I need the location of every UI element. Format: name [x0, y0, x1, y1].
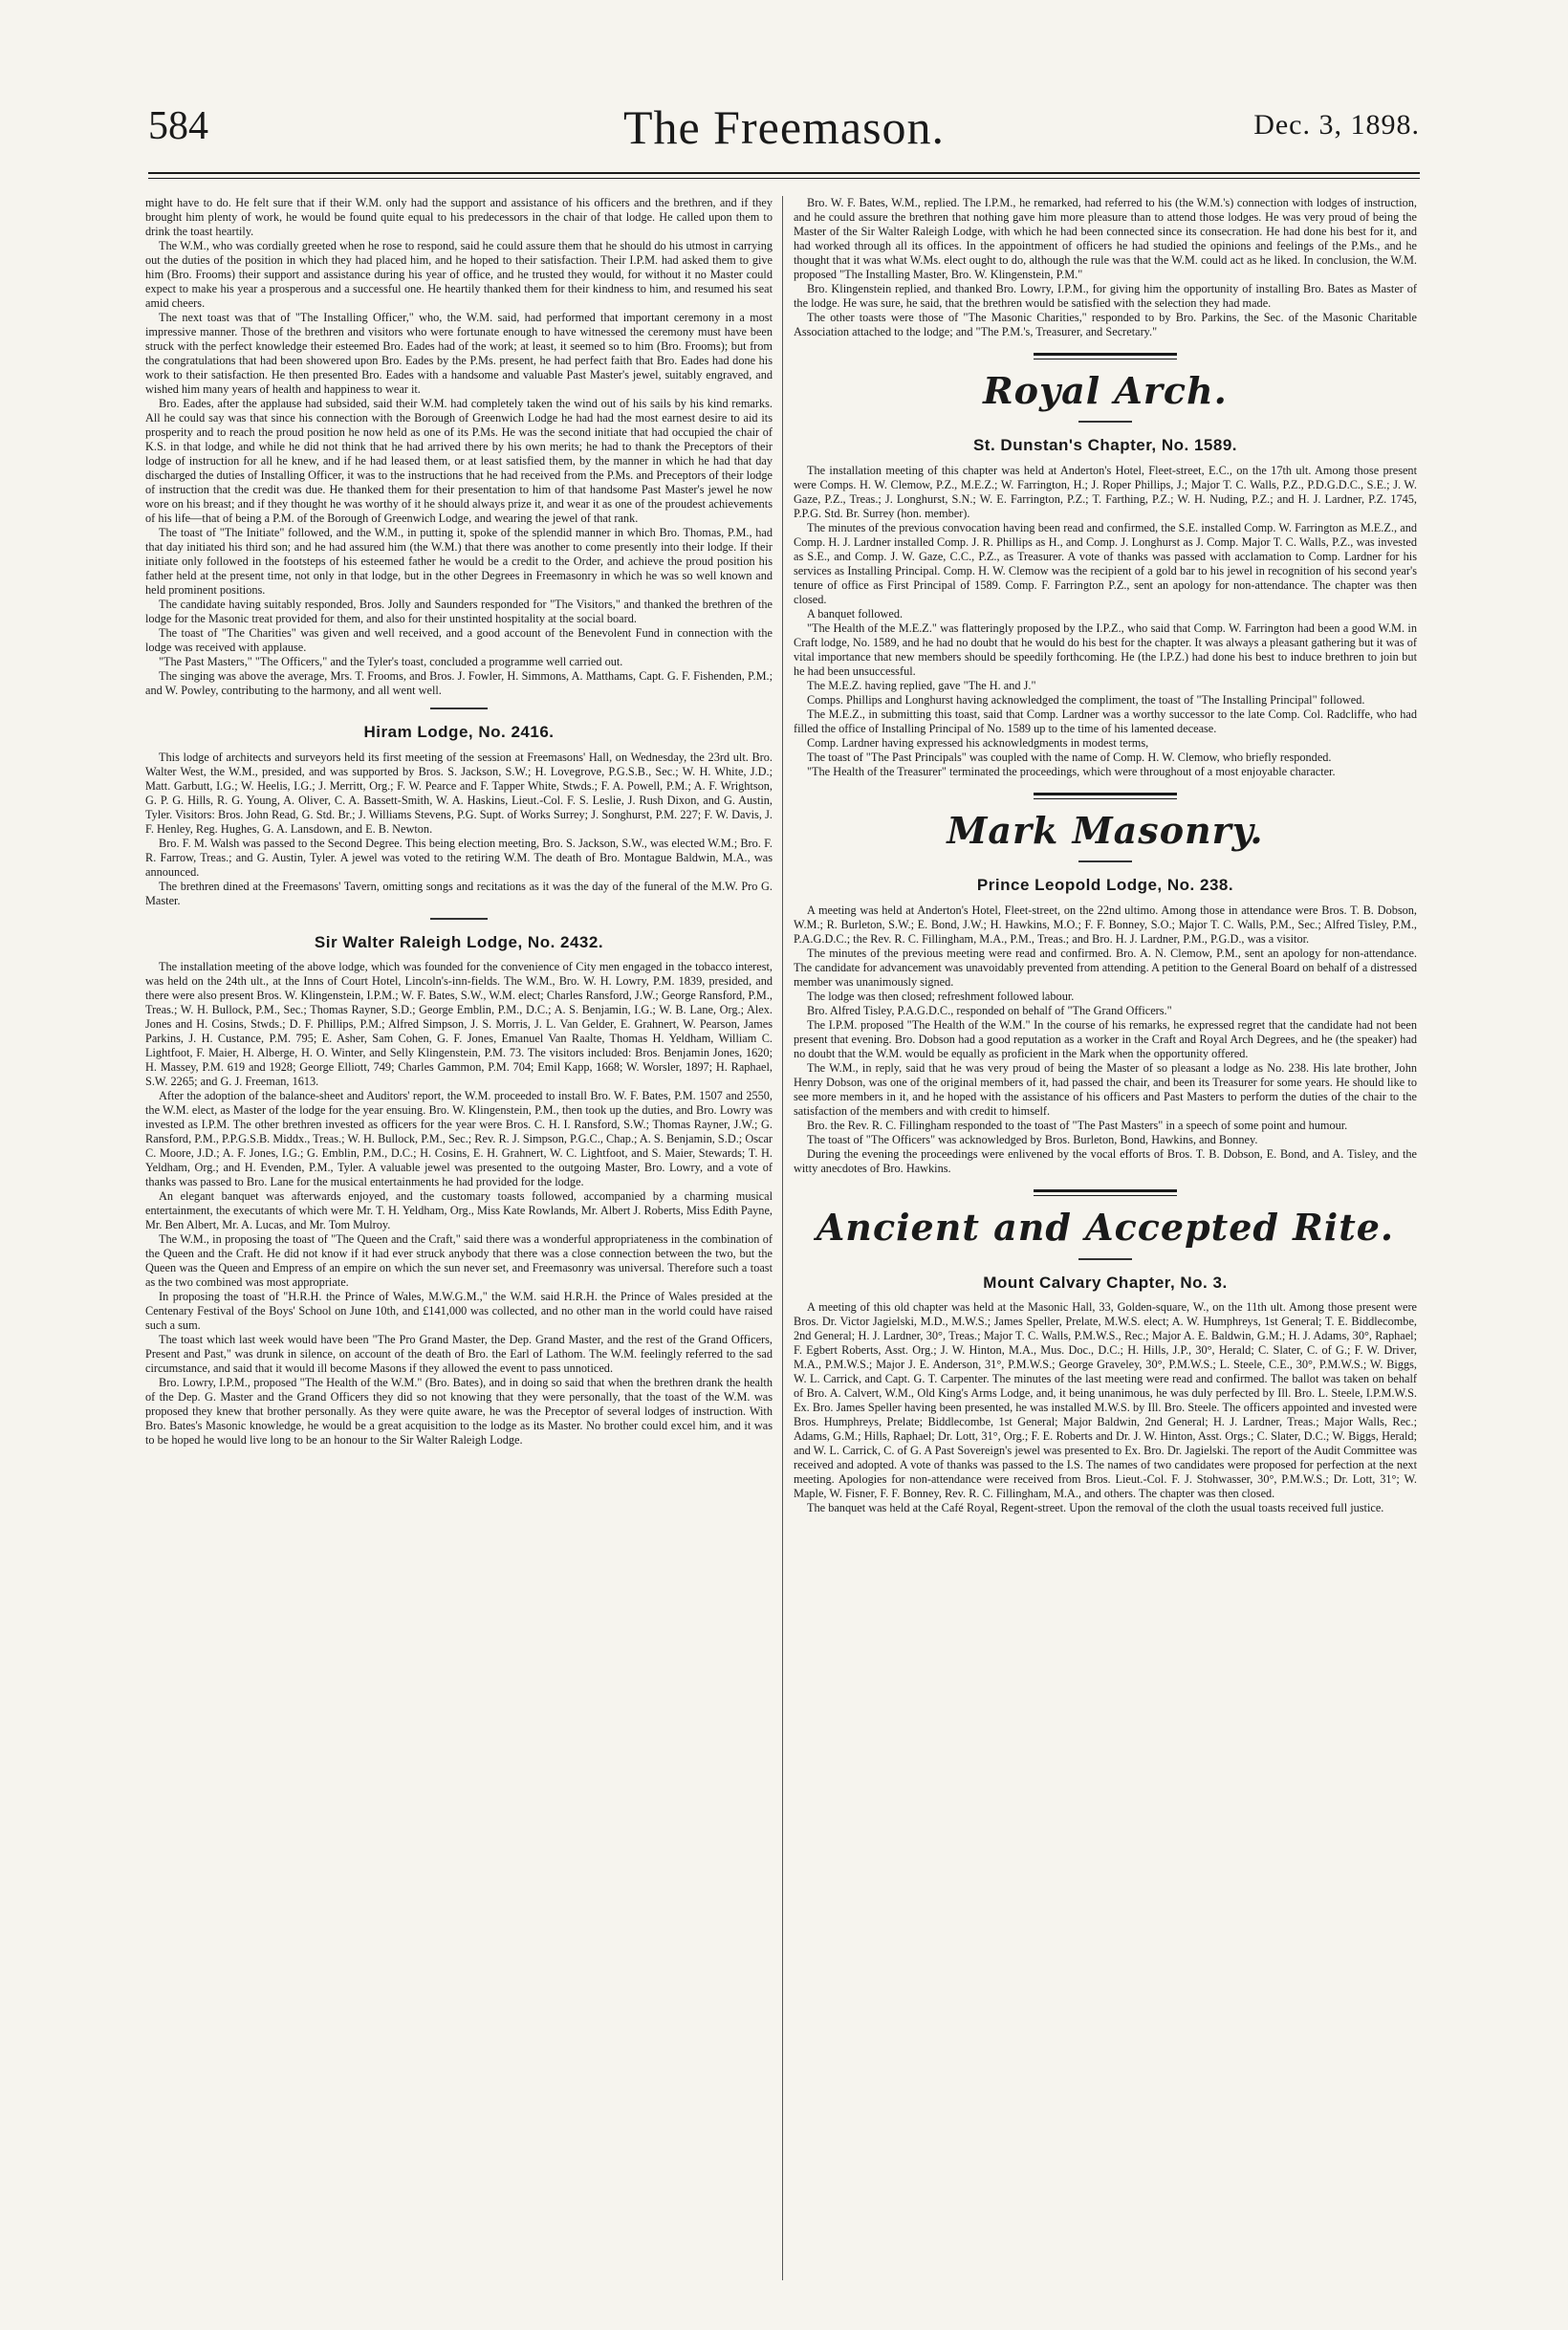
newspaper-title: The Freemason.: [622, 100, 946, 154]
paragraph: The toast of "The Past Principals" was coupled with the name of Comp. H. W. Clemow, who briefly responded.: [807, 751, 1332, 765]
paragraph: A meeting was held at Anderton's Hotel, Fleet-street, on the 22nd ultimo. Among those in attendance were Bros. T. B. Dobson, W.M.; R. Burleton, S.W.; E. Bond, J.W.; H. Hawkins, M.O.; F. F. Bonney, S.O.; Major T. C. Walls, P.M., Sec.; Alfred Tisley, P.M., P.A.G.D.C.; the Rev. R. C. Fillingham, M.A., P.M., Treas.; and Bro. H. J. Lardner, P.M., P.G.D., was a visitor.: [794, 904, 1417, 947]
paragraph: Bro. W. F. Bates, W.M., replied. The I.P.M., he remarked, had referred to his (the W.M.'s) connection with lodges of instruction, and he could assure the brethren that nothing gave him more pleasure than to attend those lodges. He was very proud of being the Master of the Sir Walter Raleigh Lodge, with which he had been connected since its consecration. He had done his best for it, and had worked through all its offices. In the appointment of officers he had studied the opinions and feelings of the P.Ms., and he thought that it was what W.Ms. elect ought to do, although the rule was that the W.M. could act as he liked. In conclusion, the W.M. proposed "The Installing Master, Bro. W. Klingenstein, P.M.": [794, 196, 1417, 281]
paragraph: The singing was above the average, Mrs. T. Frooms, and Bros. J. Fowler, H. Simmons, A. Matthams, Capt. G. F. Fishenden, P.M.; and W. Powley, contributing to the harmony, and all went well.: [145, 669, 773, 697]
paragraph: Bro. Lowry, I.P.M., proposed "The Health of the W.M." (Bro. Bates), and in doing so said that when the brethren drank the health of the Dep. G. Master and the Grand Officers they did so not knowing that they were personally, that the toast of the W.M. was proposed they knew that brother personally. As they were quite aware, he was the Preceptor of several lodges of instruction. With Bro. Bates's Masonic knowledge, he would be a great acquisition to the lodge as its Master. No brother could excel him, and it was to be hoped he would live long to be an honour to the Sir Walter Raleigh Lodge.: [145, 1376, 773, 1448]
hiram-lodge-report: [145, 751, 773, 908]
paragraph: Comp. Lardner having expressed his acknowledgments in modest terms,: [807, 736, 1149, 751]
paragraph: The other toasts were those of "The Masonic Charities," responded to by Bro. Parkins, the Sec. of the Masonic Charitable Association attached to the lodge; and "The P.M.'s, Treasurer, and Secretary.": [794, 311, 1417, 338]
section-divider: [430, 918, 488, 920]
paragraph: After the adoption of the balance-sheet and Auditors' report, the W.M. proceeded to install Bro. W. F. Bates, P.M. 1507 and 2550, the W.M. elect, as Master of the lodge for the year ensuing. Bro. W. Klingenstein, P.M., then took up the duties, and Bro. Lowry was invested as I.P.M. The other brethren invested as officers for the year were Bros. C. H. I. Ransford, S.W.; Thomas Rayner, J.W.; G. Ransford, P.M., P.P.G.S.B. Middx., Treas.; W. H. Bullock, P.M., Sec.; Rev. R. J. Simpson, P.G.C., Chap.; A. S. Benjamin, S.D.; Oscar C. Moore, J.D.; A. F. Jones, I.G.; G. Emblin, P.M., D.C.; H. Cosins, E. H. Grahnert, W. C. Lightfoot, and S. Maier, Stewards; T. H. Yeldham, Org.; and H. Evenden, P.M., Tyler. A valuable jewel was presented to the outgoing Master, Bro. Lowry, and a vote of thanks was passed to Bro. Lane for the musical entertainments he had provided for the lodge.: [145, 1089, 773, 1189]
page-number: 584: [148, 104, 208, 148]
paragraph: An elegant banquet was afterwards enjoyed, and the customary toasts followed, accompanied by a charming musical entertainment, the executants of which were Mr. T. H. Yeldham, Org., Miss Kate Rowlands, Mr. Albert J. Roberts, Miss Edith Payne, Mr. Ben Albert, Mr. A. Lucas, and Mr. Tom Mulroy.: [145, 1189, 773, 1232]
paragraph: During the evening the proceedings were enlivened by the vocal efforts of Bros. T. B. Dobson, E. Bond, and A. Tisley, and the witty anecdotes of Bro. Hawkins.: [794, 1147, 1417, 1176]
prince-leopold-lodge-report: [794, 904, 1417, 1176]
ancient-accepted-rite-title: Ancient and Accepted Rite.: [816, 1206, 1395, 1250]
right-column: [794, 196, 1417, 2295]
column-divider: [782, 196, 783, 2280]
raleigh-lodge-report-continued: [794, 196, 1417, 339]
paragraph: This lodge of architects and surveyors held its first meeting of the session at Freemasons' Hall, on Wednesday, the 23rd ult. Bro. Walter West, the W.M., presided, and was supported by Bros. S. Jackson, S.W.; H. Lovegrove, P.G.S.B., Sec.; W. H. White, J.D.; Matt. Garbutt, I.G.; W. Heelis, I.G.; J. Merritt, Org.; F. W. Pearce and F. Tapper White, Stwds.; F. A. Powell, P.M.; A. F. Wrightson, G. P. G. Hills, R. G. Young, A. Oliver, C. A. Bassett-Smith, W. A. Haskins, Lieut.-Col. F. S. Leslie, J. Rush Dixon, and G. Austin, Tyler. Visitors: Bros. John Read, G. Std. Br.; J. Williams Stevens, P.G. Supt. of Works Surrey; J. Songhurst, P.M. 227; F. W. Davis, J. F. Henley, Reg. Hughes, G. A. Lansdown, and E. B. Newton.: [145, 750, 773, 836]
paragraph: The minutes of the previous meeting were read and confirmed. Bro. A. N. Clemow, P.M., sent an apology for non-attendance. The candidate for advancement was unavoidably prevented from attending. A petition to the General Board on behalf of a distressed member was unanimously signed.: [794, 947, 1417, 990]
paragraph: The banquet was held at the Café Royal, Regent-street. Upon the removal of the cloth the usual toasts received full justice.: [807, 1501, 1384, 1515]
paragraph: Bro. Alfred Tisley, P.A.G.D.C., responded on behalf of "The Grand Officers.": [807, 1004, 1172, 1018]
paragraph: "The Past Masters," "The Officers," and the Tyler's toast, concluded a programme well carried out.: [159, 655, 623, 668]
royal-arch-title: Royal Arch.: [983, 369, 1228, 412]
paragraph: The W.M., in reply, said that he was very proud of being the Master of so pleasant a lodge as No. 238. His late brother, John Henry Dobson, was one of the original members of it, had passed the chair, and been its Treasurer for some years. He should like to see more members in it, and he hoped with the assistance of his officers and Past Masters to perform the duties of the chair to the satisfaction of the members and with credit to himself.: [794, 1061, 1417, 1119]
paragraph: In proposing the toast of "H.R.H. the Prince of Wales, M.W.G.M.," the W.M. said H.R.H. the Prince of Wales presided at the Centenary Festival of the Boys' School on June 10th, and £141,000 was collected, and no other man in the world could have raised such a sum.: [145, 1290, 773, 1333]
paragraph: The toast which last week would have been "The Pro Grand Master, the Dep. Grand Master, and the rest of the Grand Officers, Present and Past," was drunk in silence, on account of the death of Bro. the Earl of Lathom. The W.M. feelingly referred to the sad circumstance, and said that it would ill become Masons if they allowed the event to pass unnoticed.: [145, 1333, 773, 1376]
section-divider: [430, 708, 488, 709]
paragraph: Comps. Phillips and Longhurst having acknowledged the compliment, the toast of "The Installing Principal" followed.: [807, 693, 1365, 708]
paragraph: A banquet followed.: [807, 607, 904, 621]
paragraph: The next toast was that of "The Installing Officer," who, the W.M. said, had performed that important ceremony in a most impressive manner. Those of the brethren and visitors who were fortunate enough to have witnessed the ceremony must have been struck with the perfect knowledge their esteemed Bro. Eades had of the work; at least, it seemed so to him (Bro. Frooms); but from the congratulations that had been showered upon Bro. Eades by the P.Ms. present, he had perfect faith that Bro. Eades had done his work to their satisfaction. He then presented Bro. Eades with a handsome and valuable Past Master's jewel, suitably engraved, and wished him many years of health and happiness to wear it.: [145, 311, 773, 396]
paragraph: Bro. Eades, after the applause had subsided, said their W.M. had completely taken the wind out of his sails by his kind remarks. All he could say was that since his connection with the Borough of Greenwich Lodge he had had the most earnest desire to aid its prosperity and to reach the proud position he now held as one of its P.Ms. He was the second initiate that had occupied the chair of K.S. in that lodge, and while he did not think that he had arrived there by his own merits; he had to thank the Preceptors of their lodge of instruction for all he knew, and if he had leased them, or at least satisfied them, by the manner in which he had that day discharged the duties of Installing Officer, it was to the instructions that he had received from the P.Ms. and Preceptors of their lodge of instruction that the credit was due. He thanked them for their presentation to him of that handsome Past Master's jewel he now wore on his breast; and if they thought he was worthy of it he should always prize it, and wear it as one of the proudest achievements of his life—that of being a P.M. of the Borough of Greenwich Lodge, and wearing the jewel of that rank.: [145, 397, 773, 525]
paragraph: "The Health of the M.E.Z." was flatteringly proposed by the I.P.Z., who said that Comp. W. Farrington had been a good W.M. in Craft lodge, No. 1589, and he had no doubt that he would do his best for the chapter. It was always a pleasant gathering but it was of vital importance that new members should be speedily forthcoming. He (the I.P.Z.) had done his best to induce brethren to join but he had been unsuccessful.: [794, 621, 1417, 679]
section-rules: [1034, 793, 1177, 799]
prince-leopold-lodge-heading: Prince Leopold Lodge, No. 238.: [976, 876, 1234, 895]
paragraph: The lodge was then closed; refreshment followed labour.: [807, 990, 1075, 1004]
borough-greenwich-report: [145, 196, 773, 698]
left-column: [145, 196, 773, 2295]
paragraph: Bro. Klingenstein replied, and thanked Bro. Lowry, I.P.M., for giving him the opportunity of installing Bro. Bates as Master of the lodge. He was sure, he said, that the brethren would be satisfied with the selection they had made.: [794, 282, 1417, 310]
mark-masonry-title: Mark Masonry.: [947, 809, 1264, 853]
paragraph: The W.M., who was cordially greeted when he rose to respond, said he could assure them that he should do his utmost in carrying out the duties of the position in which they had placed him, and he hoped to their satisfaction. Their I.P.M. had asked them to give him (Bro. Frooms) their support and assistance during his year of office, and he trusted they would, for without it no Master could expect to make his year a prosperous and a successful one. He heartily thanked them for their kindness to him, and resumed his seat amid cheers.: [145, 239, 773, 310]
section-divider: [1078, 421, 1132, 423]
paragraph: The minutes of the previous convocation having been read and confirmed, the S.E. installed Comp. W. Farrington as M.E.Z., and Comp. H. J. Lardner installed Comp. J. R. Phillips as H., and Comp. J. Longhurst as J. Comp. Major T. C. Walls, P.Z., was invested as S.E., and Comp. J. W. Gaze, C.C., P.Z., as Treasurer. A vote of thanks was passed with acclamation to Comp. Lardner for his services as Installing Principal. Comp. H. W. Clemow was the recipient of a gold bar to his jewel in recognition of his second year's tenure of office as First Principal of 1589. Comp. F. Farrington P.Z., sent an apology for non-attendance. The chapter was then closed.: [794, 521, 1417, 607]
paragraph: The M.E.Z. having replied, gave "The H. and J.": [807, 679, 1036, 693]
mount-calvary-chapter-heading: Mount Calvary Chapter, No. 3.: [983, 1273, 1228, 1292]
paragraph: The toast of "The Charities" was given and well received, and a good account of the Benevolent Fund in connection with the lodge was received with applause.: [145, 626, 773, 654]
section-divider: [1078, 860, 1132, 862]
issue-date: Dec. 3, 1898.: [1253, 109, 1420, 141]
raleigh-lodge-report: [145, 960, 773, 1448]
header-rule: [148, 172, 1420, 174]
royal-arch-section-header: [794, 353, 1417, 423]
paragraph: The candidate having suitably responded, Bros. Jolly and Saunders responded for "The Visitors," and thanked the brethren of the lodge for the Masonic treat provided for them, and also for their unstinted hospitality at the social board.: [145, 598, 773, 625]
paragraph: The I.P.M. proposed "The Health of the W.M." In the course of his remarks, he expressed regret that the candidate had not been present that evening. Bro. Dobson had a good reputation as a worker in the Craft and Royal Arch Degrees, and he (the speaker) had no doubt that the W.M. would be equally as proficient in the Mark when the opportunity offered.: [794, 1018, 1417, 1061]
masthead: [148, 100, 1420, 161]
st-dunstans-chapter-heading: St. Dunstan's Chapter, No. 1589.: [972, 436, 1238, 455]
mount-calvary-chapter-report: [794, 1300, 1417, 1515]
raleigh-lodge-heading: Sir Walter Raleigh Lodge, No. 2432.: [314, 932, 604, 951]
paragraph: The toast of "The Officers" was acknowledged by Bros. Burleton, Bond, Hawkins, and Bonney.: [807, 1133, 1258, 1147]
mark-masonry-section-header: [794, 793, 1417, 862]
paragraph: Bro. F. M. Walsh was passed to the Second Degree. This being election meeting, Bro. S. Jackson, S.W., was elected W.M.; Bro. F. R. Farrow, Treas.; and G. Austin, Tyler. A jewel was voted to the retiring W.M. The death of Bro. Montague Baldwin, M.A., was announced.: [145, 836, 773, 879]
paragraph: "The Health of the Treasurer" terminated the proceedings, which were throughout of a most enjoyable character.: [807, 765, 1336, 779]
paragraph: The brethren dined at the Freemasons' Tavern, omitting songs and recitations as it was the day of the funeral of the M.W. Pro G. Master.: [145, 879, 773, 907]
paragraph: The installation meeting of this chapter was held at Anderton's Hotel, Fleet-street, E.C., on the 17th ult. Among those present were Comps. H. W. Clemow, P.Z., M.E.Z.; W. Farrington, H.; J. Roper Phillips, J.; Major T. C. Walls, P.Z., P.D.G.D.C., S.E.; J. W. Gaze, P.Z., Treas.; J. Longhurst, S.N.; W. E. Farrington, P.Z.; T. Farthing, P.Z.; W. H. Nuding, P.Z.; and H. J. Lardner, P.Z. 1745, P.P.G. Std. Br. Surrey (hon. member).: [794, 464, 1417, 521]
paragraph: The installation meeting of the above lodge, which was founded for the convenience of City men engaged in the tobacco interest, was held on the 24th ult., at the Inns of Court Hotel, Lincoln's-inn-fields. The W.M., Bro. W. H. Lowry, P.M. 1839, presided, and there were also present Bros. W. Klingenstein, I.P.M.; W. F. Bates, S.W., W.M. elect; Charles Ransford, J.W.; George Ransford, P.M., Treas.; W. H. Bullock, P.M., Sec.; Thomas Rayner, S.D.; George Emblin, P.M., D.C.; A. S. Benjamin, I.G.; W. B. Lane, Org.; Alex. Jones and H. Cosins, Stwds.; D. F. Phillips, P.M.; Alfred Simpson, J. S. Morris, J. L. Van Gelder, E. Grahnert, W. Pearson, James Parkins, J. H. Custance, P.M. 795; E. Asher, Sam Cohen, G. F. Jones, Emanuel Van Raalte, Thomas H. Yeldham, William C. Lightfoot, F. Maier, H. Alberge, H. O. Winter, and Selly Klingenstein, P.M. 73. The visitors included: Bros. Benjamin Jones, 1620; H. Massey, P.M. 619 and 1928; George Elliott, 749; Charles Gammon, P.M. 704; Emil Kapp, 1668; W. Worsler, 1897; H. Raphael, S.W. 2265; and G. J. Freeman, 1613.: [145, 960, 773, 1089]
section-divider: [1078, 1258, 1132, 1260]
paragraph: A meeting of this old chapter was held at the Masonic Hall, 33, Golden-square, W., on the 11th ult. Among those present were Bros. Dr. Victor Jagielski, M.D., M.W.S.; James Speller, Prelate, M.W.S. elect; A. W. Humphreys, 1st General; T. E. Biddlecombe, 2nd General; H. J. Lardner, 30°, Treas.; Major T. C. Walls, P.M.W.S., Rec.; Major A. E. Baldwin, G.M.; H. J. Adams, 30°, Raphael; F. Egbert Roberts, Asst. Org.; J. W. Hinton, M.A., Mus. Doc., D.C.; H. Hills, J.P., 30°, Herald; C. Slater, C. of G.; F. W. Driver, M.A., P.M.W.S.; Major J. E. Anderson, 31°, P.M.W.S.; George Graveley, 30°, P.M.W.S.; L. Steele, C.E., 30°, P.M.W.S.; W. Biggs, W. L. Carrick, and Capt. G. T. Carpenter. The minutes of the last meeting were read and confirmed. The ballot was taken on behalf of Bro. A. Calvert, W.M., Old King's Arms Lodge, and, it being unanimous, he was duly perfected by Ill. Bro. L. Steele, I.P.M.W.S. Ex. Bro. James Speller having been presented, he was installed M.W.S. by Ill. Bro. Steele. The officers appointed and invested were Bros. Humphreys, Prelate; Biddlecombe, 1st General; Major Baldwin, 2nd General; H. J. Lardner, Treas.; Major Walls, Rec.; Adams, G.M.; Hills, Raphael; Dr. Lott, 31°, Org.; F. E. Roberts and Dr. J. W. Hinton, Asst. Orgs.; C. Slater, D.C.; W. Biggs, Herald; and W. L. Carrick, C. of G. A Past Sovereign's jewel was presented to Ex. Bro. Dr. Jagielski. The report of the Audit Committee was received and adopted. A vote of thanks was passed to the I.S. The names of two candidates were proposed for perfection at the next meeting. Apologies for non-attendance were received from Bros. Lieut.-Col. F. J. Stohwasser, 30°, P.M.W.S.; Dr. Lott, 31°; W. Maple, W. Fisner, F. F. Bonney, Rev. R. C. Fillingham, M.A., and others. The chapter was then closed.: [794, 1300, 1417, 1501]
hiram-lodge-heading: Hiram Lodge, No. 2416.: [363, 723, 555, 741]
paragraph: Bro. the Rev. R. C. Fillingham responded to the toast of "The Past Masters" in a speech of some point and humour.: [807, 1119, 1348, 1133]
ancient-accepted-rite-section-header: [794, 1189, 1417, 1259]
paragraph: The W.M., in proposing the toast of "The Queen and the Craft," said there was a wonderful appropriateness in the combination of the Queen and the Craft. He did not know if it had ever struck anybody that there was a close connection between the two, but the Queen was the Queen and Empress of an empire on which the sun never set, and Freemasonry was universal. Therefore such a toast as the two combined was most appropriate.: [145, 1232, 773, 1290]
paragraph: The toast of "The Initiate" followed, and the W.M., in putting it, spoke of the splendid manner in which Bro. Thomas, P.M., had that day initiated his third son; and he had assured him (the W.M.) that there was another to come presently into their lodge. If their initiate only followed in the footsteps of his esteemed father he would be a credit to the Order, and achieve the proud position his father held at the present time, not only in that lodge, but in the other Degrees in Freemasonry in which he was so well known and held prominent positions.: [145, 526, 773, 597]
paragraph: The M.E.Z., in submitting this toast, said that Comp. Lardner was a worthy successor to the late Comp. Col. Radcliffe, who had filled the office of Installing Principal of No. 1589 up to the time of his lamented decease.: [794, 708, 1417, 736]
st-dunstans-chapter-report: [794, 464, 1417, 779]
paragraph: might have to do. He felt sure that if their W.M. only had the support and assistance of his officers and the brethren, and if they brought him plenty of work, he would be found quite equal to his predecessors in the chair of that lodge. He called upon them to drink the toast heartily.: [145, 196, 773, 238]
header-rule-thin: [148, 178, 1420, 179]
section-rules: [1034, 353, 1177, 359]
section-rules: [1034, 1189, 1177, 1196]
